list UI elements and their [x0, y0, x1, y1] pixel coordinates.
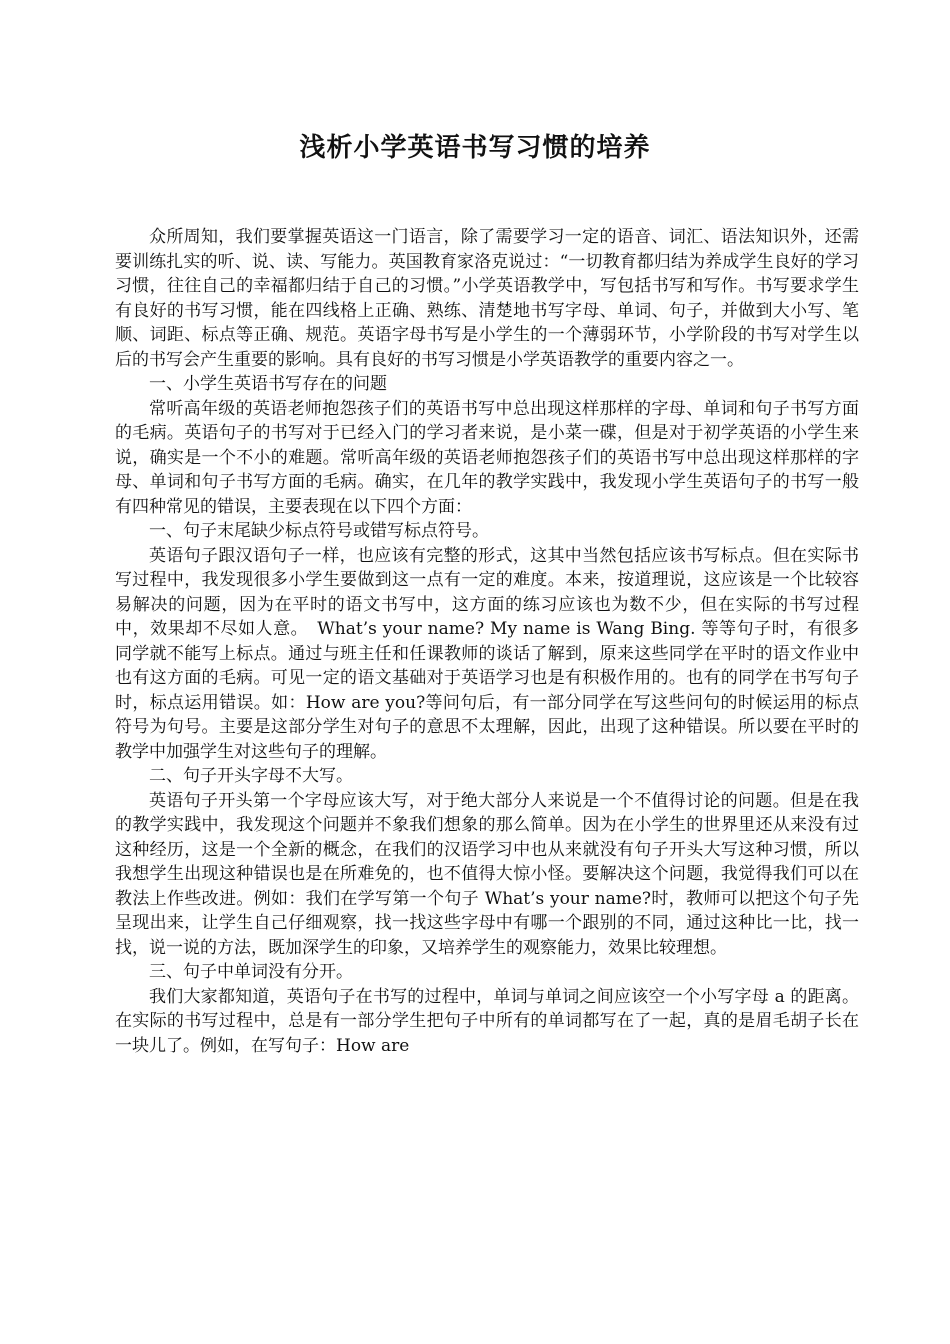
paragraph-punctuation: 英语句子跟汉语句子一样，也应该有完整的形式，这其中当然包括应该书写标点。但在实际书写过程中，我发现很多小学生要做到这一点有一定的难度。本来，按道理说，这应该是一个比较容易解决的问题，因为在平时的语文书写中，这方面的练习应该也为数不少，但在实际的书写过程中，效果却不尽如人意。 What’s your name? My name is Wang Bing. 等等句子时，有很多同学就不能写上标点。通过与班主任和任课教师的谈话了解到，原来这些同学在平时的语文作业中也有这方面的毛病。可见一定的语文基础对于英语学习也是有积极作用的。也有的同学在书写句子时，标点运用错误。如：How are you?等问句后，有一部分同学在写这些问句的时候运用的标点符号为句号。主要是这部分学生对句子的意思不太理解，因此，出现了这种错误。所以要在平时的教学中加强学生对这些句子的理解。 — [115, 545, 859, 762]
paragraph-intro: 众所周知，我们要掌握英语这一门语言，除了需要学习一定的语音、词汇、语法知识外，还需要训练扎实的听、说、读、写能力。英国教育家洛克说过：“一切教育都归结为养成学生良好的学习习惯，往往自己的幸福都归结于自己的习惯。”小学英语教学中，写包括书写和写作。书写要求学生有良好的书写习惯，能在四线格上正确、熟练、清楚地书写字母、单词、句子，并做到大小写、笔顺、词距、标点等正确、规范。英语字母书写是小学生的一个薄弱环节，小学阶段的书写对学生以后的书写会产生重要的影响。具有良好的书写习惯是小学英语教学的重要内容之一。 — [115, 227, 859, 370]
paragraph-capitalization: 英语句子开头第一个字母应该大写，对于绝大部分人来说是一个不值得讨论的问题。但是在我的教学实践中，我发现这个问题并不象我们想象的那么简单。因为在小学生的世界里还从来没有过这种经历，这是一个全新的概念，在我们的汉语学习中也从来就没有句子开头大写这种习惯，所以我想学生出现这种错误也是在所难免的，也不值得大惊小怪。要解决这个问题，我觉得我们可以在教法上作些改进。例如：我们在学写第一个句子 What’s your name?时，教师可以把这个句子先呈现出来，让学生自己仔细观察，找一找这些字母中有哪一个跟别的不同，通过这种比一比，找一找，说一说的方法，既加深学生的印象，又培养学生的观察能力，效果比较理想。 — [115, 790, 859, 958]
section-heading-word-spacing: 三、句子中单词没有分开。 — [149, 962, 353, 982]
section-heading-punctuation: 一、句子末尾缺少标点符号或错写标点符号。 — [149, 521, 489, 541]
paragraph-word-spacing: 我们大家都知道，英语句子在书写的过程中，单词与单词之间应该空一个小写字母 a 的距离。在实际的书写过程中，总是有一部分学生把句子中所有的单词都写在了一起，真的是眉毛胡子长在一块儿了。例如，在写句子：How are — [115, 986, 859, 1056]
document-body — [115, 225, 859, 1058]
paragraph-problems: 常听高年级的英语老师抱怨孩子们的英语书写中总出现这样那样的字母、单词和句子书写方面的毛病。英语句子的书写对于已经入门的学习者来说，是小菜一碟，但是对于初学英语的小学生来说，确实是一个不小的难题。常听高年级的英语老师抱怨孩子们的英语书写中总出现这样那样的字母、单词和句子书写方面的毛病。确实，在几年的教学实践中，我发现小学生英语句子的书写一般有四种常见的错误，主要表现在以下四个方面： — [115, 398, 859, 517]
section-heading-problems: 一、小学生英语书写存在的问题 — [149, 374, 387, 394]
document-title: 浅析小学英语书写习惯的培养 — [299, 133, 651, 163]
section-heading-capitalization: 二、句子开头字母不大写。 — [149, 766, 353, 786]
